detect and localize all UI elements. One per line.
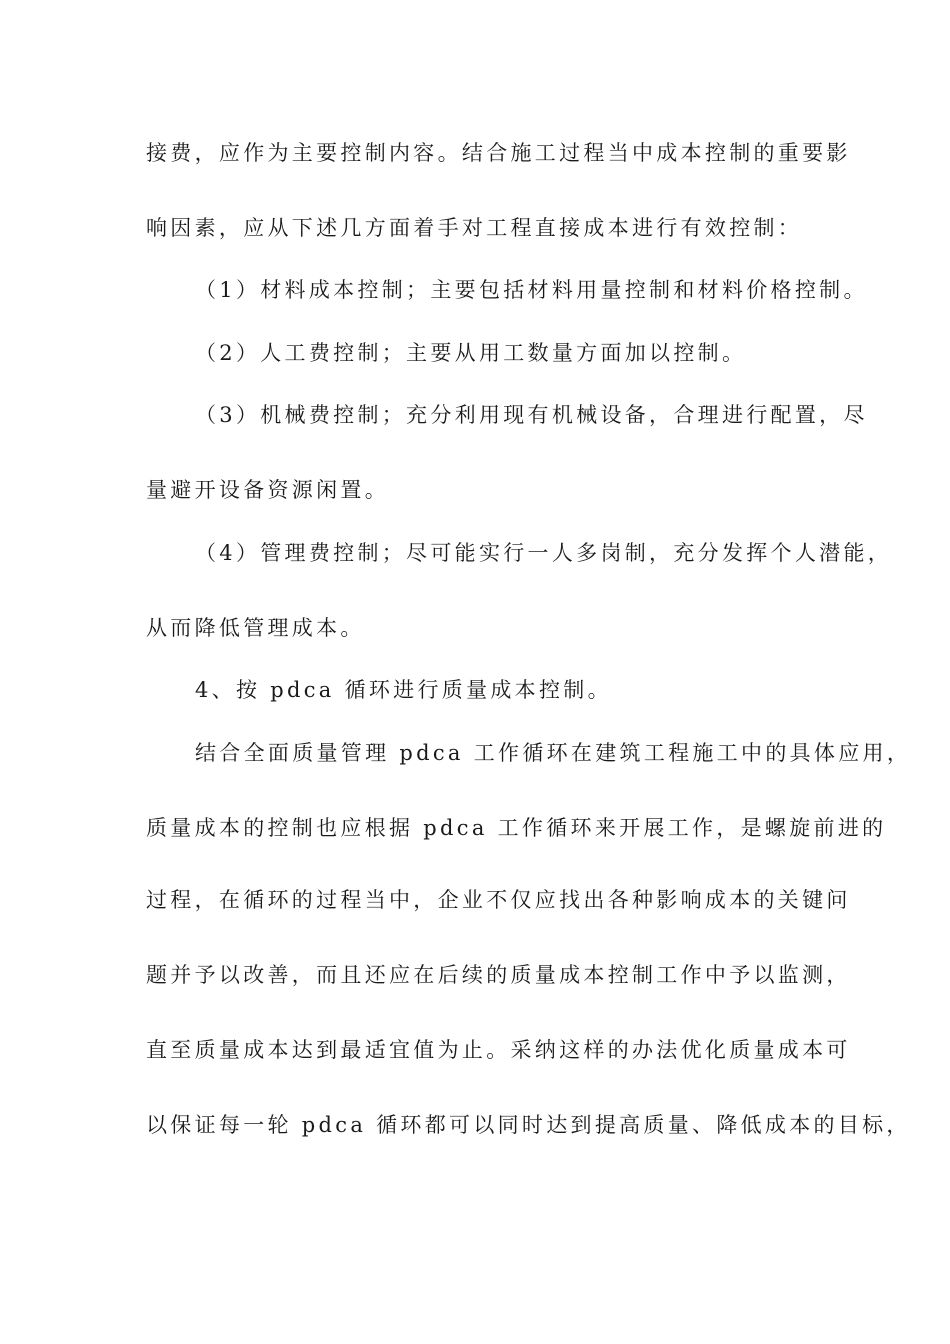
paragraph-line: 响因素，应从下述几方面着手对工程直接成本进行有效控制： [146, 216, 803, 240]
paragraph-line: 接费，应作为主要控制内容。结合施工过程当中成本控制的重要影 [146, 141, 851, 165]
list-item-management-cost: （4）管理费控制；尽可能实行一人多岗制，充分发挥个人潜能， [195, 541, 893, 565]
paragraph-line: 以保证每一轮 pdca 循环都可以同时达到提高质量、降低成本的目标， [146, 1113, 911, 1137]
list-item-machinery-cost: （3）机械费控制；充分利用现有机械设备，合理进行配置，尽 [195, 403, 868, 427]
paragraph-line: 题并予以改善，而且还应在后续的质量成本控制工作中予以监测， [146, 963, 851, 987]
section-heading: 4、按 pdca 循环进行质量成本控制。 [195, 678, 612, 702]
paragraph-line: 直至质量成本达到最适宜值为止。采纳这样的办法优化质量成本可 [146, 1038, 851, 1062]
paragraph-line: 过程，在循环的过程当中，企业不仅应找出各种影响成本的关键问 [146, 888, 851, 912]
paragraph-line: 质量成本的控制也应根据 pdca 工作循环来开展工作，是螺旋前进的 [146, 816, 887, 840]
paragraph-line: 从而降低管理成本。 [146, 616, 365, 640]
list-item-material-cost: （1）材料成本控制；主要包括材料用量控制和材料价格控制。 [195, 278, 868, 302]
list-item-labor-cost: （2）人工费控制；主要从用工数量方面加以控制。 [195, 341, 747, 365]
paragraph-line: 量避开设备资源闲置。 [146, 478, 389, 502]
paragraph-line: 结合全面质量管理 pdca 工作循环在建筑工程施工中的具体应用， [195, 741, 912, 765]
